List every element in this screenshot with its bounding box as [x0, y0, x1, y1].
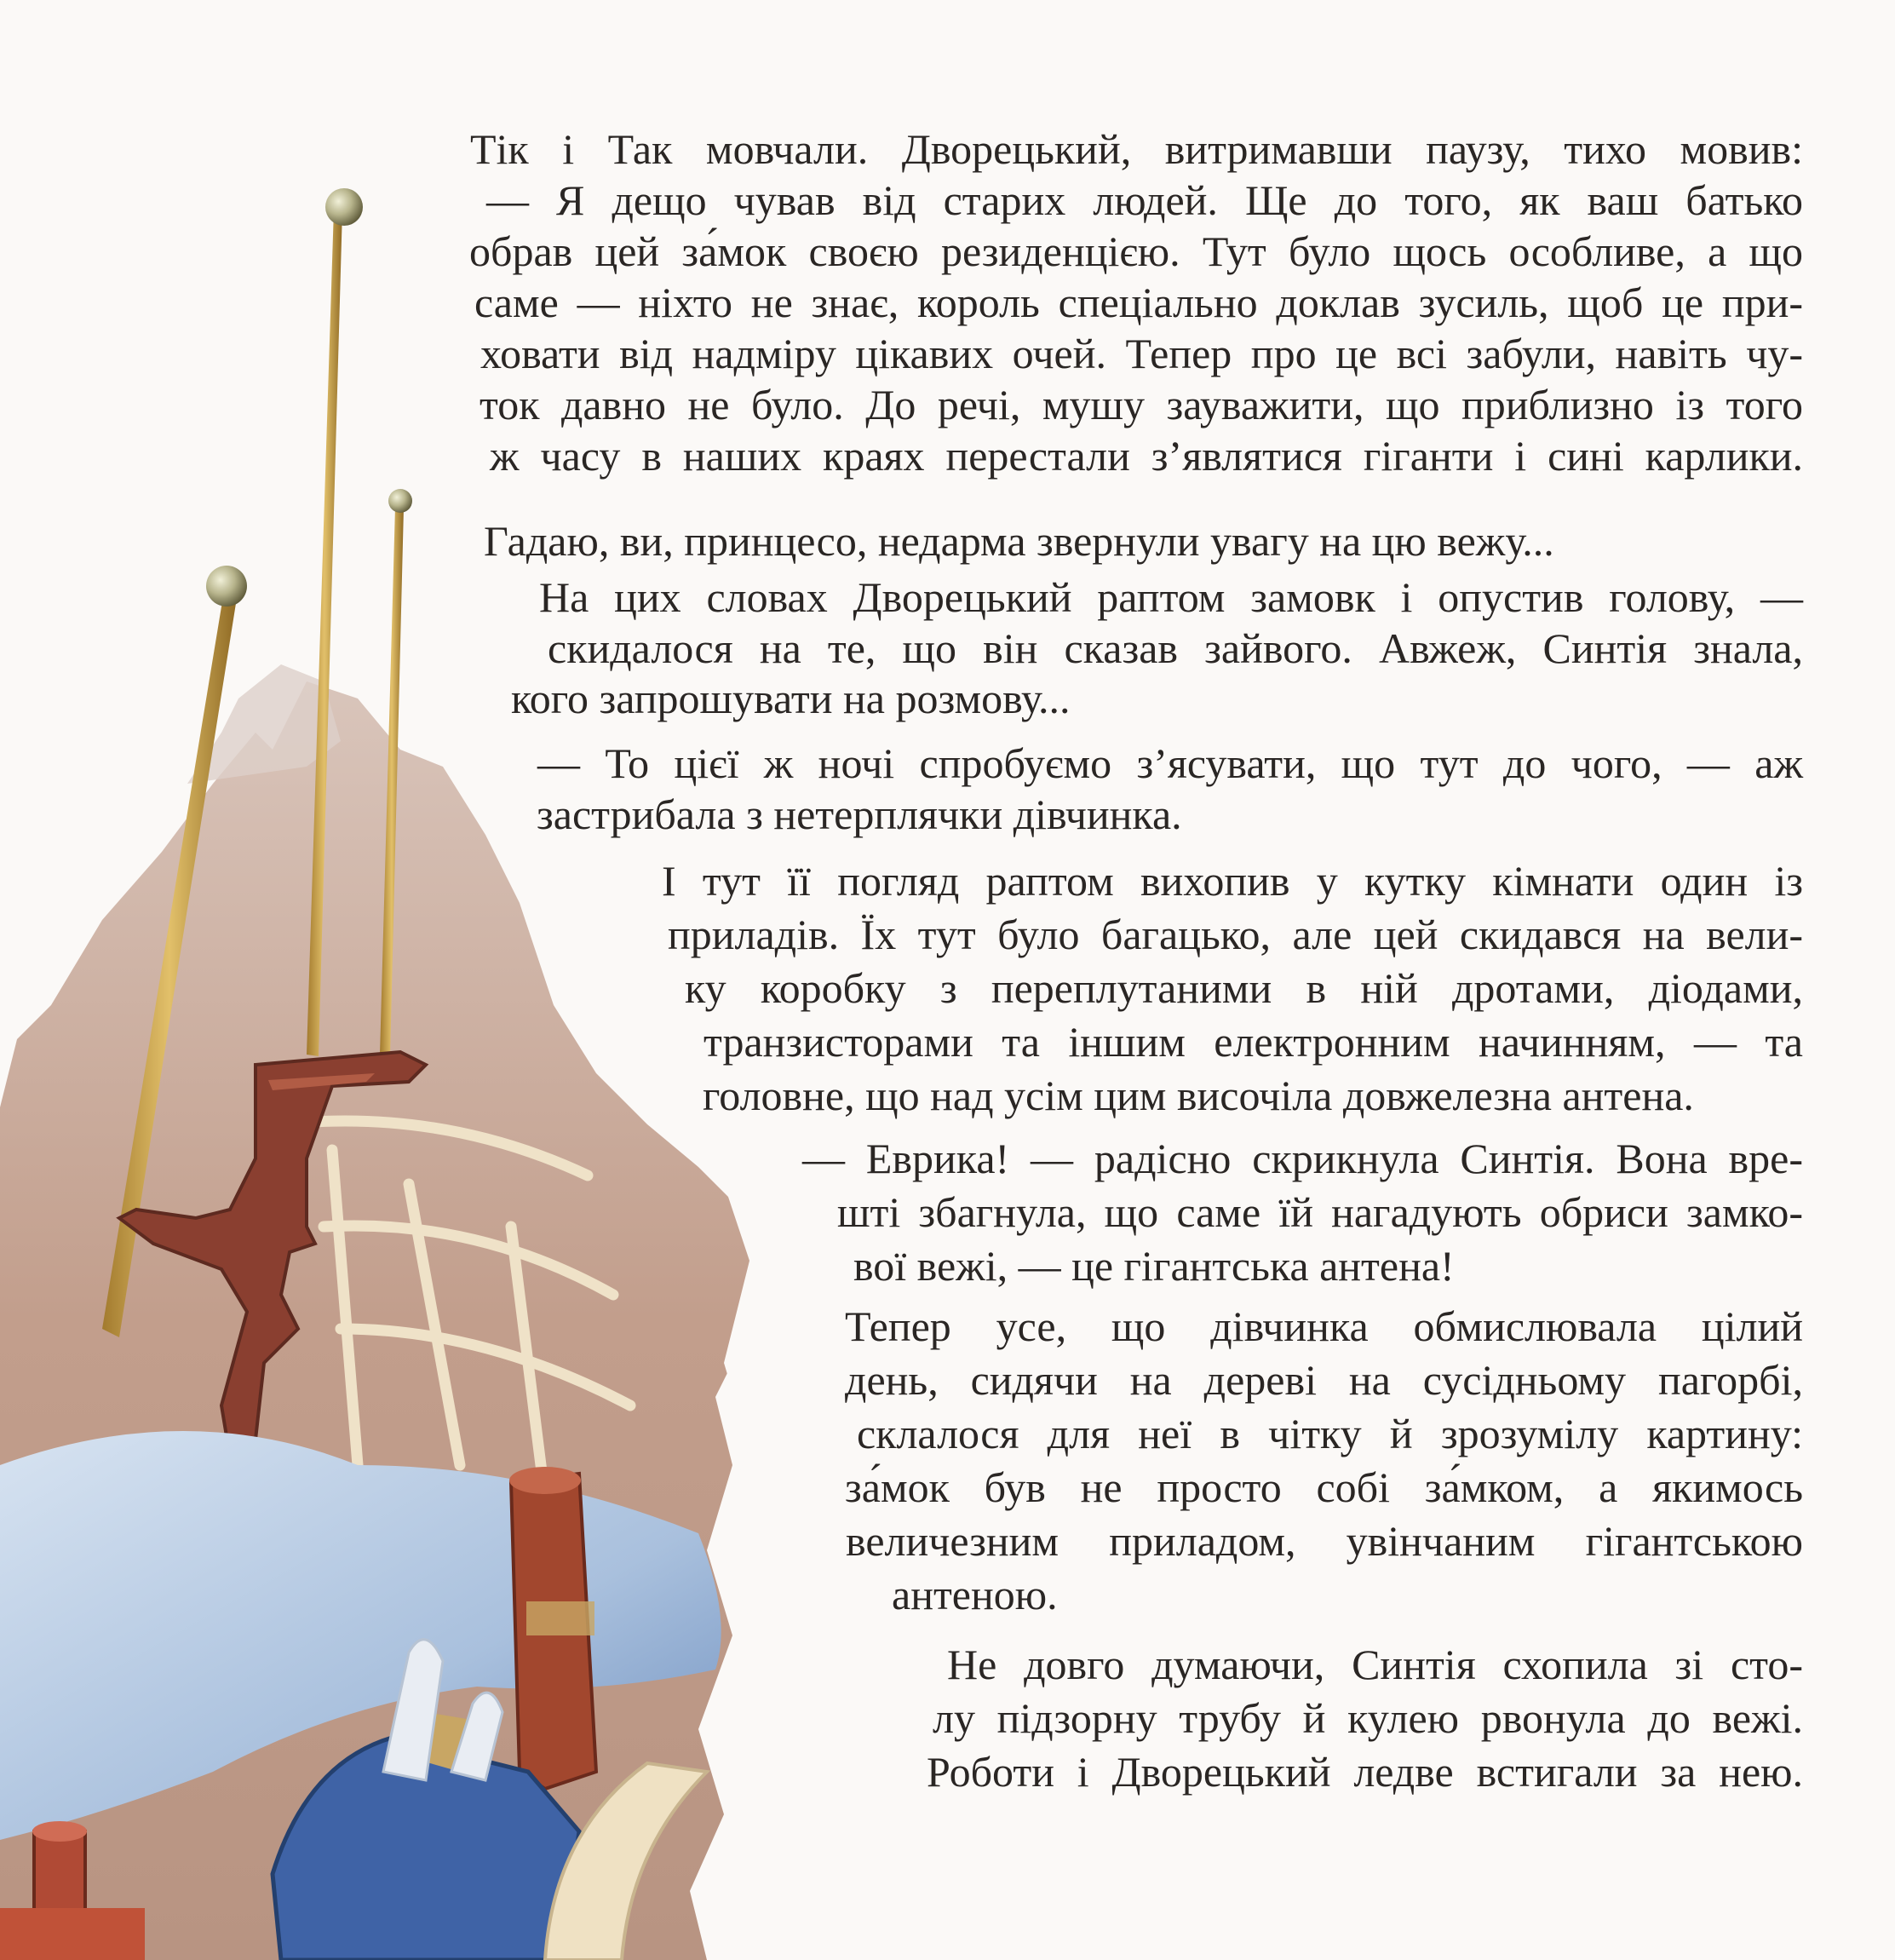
text-line: скидалося на те, що він сказав зайвого. Авжеж, Синтія знала, — [548, 624, 1803, 672]
text-line: обрав цей за́мок своєю резиденцією. Тут було щось особливе, а що — [469, 227, 1803, 275]
text-line: антеною. — [892, 1571, 1058, 1618]
text-line: транзисторами та іншим електронним начинням, — та — [703, 1018, 1803, 1066]
text-line: На цих словах Дворецький раптом замовк і опустив голову, — — [539, 573, 1803, 621]
text-line: ток давно не було. До речі, мушу зауважити, що приблизно із того — [479, 381, 1803, 428]
text-line: приладів. Їх тут було багацько, але цей скидався на вели- — [668, 911, 1803, 958]
text-line: ховати від надміру цікавих очей. Тепер про це всі забули, навіть чу- — [480, 330, 1803, 377]
text-line: Гадаю, ви, принцесо, недарма звернули увагу на цю вежу... — [484, 517, 1554, 565]
text-line: величезним приладом, увінчаним гігантською — [846, 1517, 1803, 1565]
text-line: Роботи і Дворецький ледве встигали за нею. — [927, 1748, 1803, 1796]
text-line: лу підзорну трубу й кулею рвонула до вежі. — [933, 1694, 1803, 1742]
text-line: Тік і Так мовчали. Дворецький, витримавши паузу, тихо мовив: — [470, 125, 1803, 173]
text-line: ж часу в наших краях перестали з’являтися гіганти і сині карлики. — [490, 432, 1803, 480]
text-line: саме — ніхто не знає, король спеціально доклав зусиль, щоб це при- — [474, 279, 1803, 326]
text-line: склалося для неї в чітку й зрозумілу картину: — [857, 1410, 1803, 1457]
text-line: головне, що над усім цим височіла довжелезна антена. — [703, 1072, 1694, 1119]
text-line: шті збагнула, що саме їй нагадують обриси замко- — [837, 1188, 1803, 1236]
text-line: Тепер усе, що дівчинка обмислювала цілий — [845, 1302, 1803, 1350]
text-line: Не довго думаючи, Синтія схопила зі сто- — [947, 1641, 1803, 1688]
text-line: вої вежі, — це гігантська антена! — [853, 1242, 1455, 1290]
text-line: день, сидячи на дереві на сусідньому пагорбі, — [845, 1356, 1803, 1404]
text-line: за́мок був не просто собі за́мком, а якимось — [845, 1463, 1803, 1511]
text-line: — Еврика! — радісно скрикнула Синтія. Вона вре- — [802, 1135, 1803, 1182]
text-line: — То цієї ж ночі спробуємо з’ясувати, що тут до чого, — аж — [537, 739, 1803, 787]
text-line: застрибала з нетерплячки дівчинка. — [537, 790, 1182, 838]
text-line: ку коробку з переплутаними в ній дротами, діодами, — [685, 964, 1803, 1012]
text-line: — Я дещо чував від старих людей. Ще до того, як ваш батько — [486, 176, 1803, 224]
text-line: І тут її погляд раптом вихопив у кутку кімнати один із — [662, 857, 1803, 905]
text-line: кого запрошувати на розмову... — [511, 675, 1071, 722]
